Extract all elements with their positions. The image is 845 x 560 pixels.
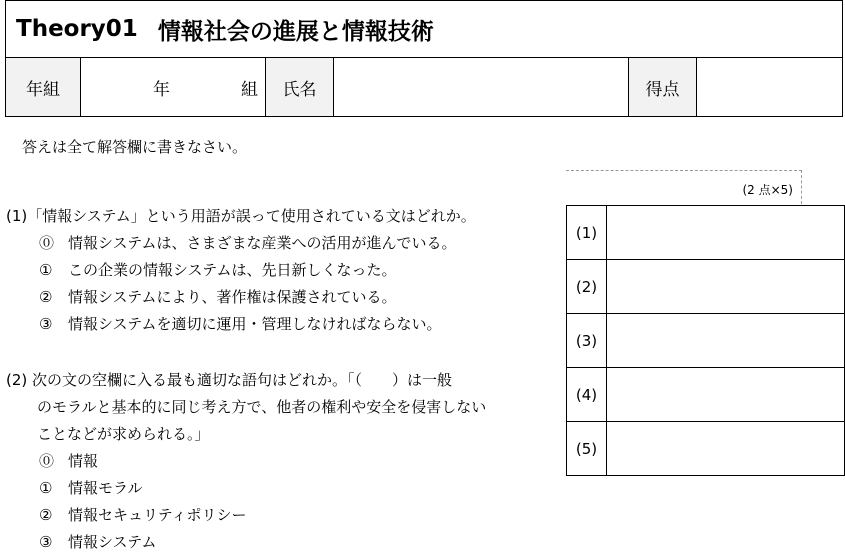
option-text: 情報セキュリティポリシー	[68, 506, 247, 524]
option-mark: ①	[39, 479, 53, 497]
question-2-stem	[6, 367, 546, 394]
answer-number: (5)	[567, 422, 607, 475]
option	[6, 475, 546, 502]
option-mark: ③	[39, 315, 53, 333]
option-mark: ①	[39, 261, 53, 279]
class-field[interactable]	[81, 58, 266, 116]
name-field[interactable]	[334, 58, 629, 116]
title-box	[5, 0, 843, 58]
points-text: (2 点×5)	[742, 183, 793, 197]
question-text-continued: のモラルと基本的に同じ考え方で、他者の権利や安全を侵害しない	[37, 398, 487, 416]
option-text: 情報システムは、さまざまな産業への活用が進んでいる。	[68, 234, 457, 252]
option-text: 情報	[68, 452, 99, 470]
option	[6, 284, 546, 311]
question-1	[6, 203, 546, 338]
name-label: 氏名	[266, 58, 334, 116]
answer-row	[567, 368, 844, 422]
option	[6, 448, 546, 475]
student-info-row	[5, 57, 843, 117]
option	[6, 230, 546, 257]
option-mark: ②	[39, 506, 53, 524]
option-text: 情報システム	[68, 533, 157, 551]
answer-row	[567, 260, 844, 314]
answer-cell[interactable]	[607, 260, 844, 313]
class-unit: 組	[241, 79, 258, 100]
option-text: 情報システムを適切に運用・管理しなければならない。	[68, 315, 442, 333]
question-text: 「情報システム」という用語が誤って使用されている文はどれか。	[27, 207, 476, 225]
answer-number: (2)	[567, 260, 607, 313]
option-mark: ③	[39, 533, 53, 551]
worksheet-title: 情報社会の進展と情報技術	[157, 18, 434, 45]
answer-row	[567, 422, 844, 475]
question-text-continued: ことなどが求められる。」	[37, 425, 210, 443]
option	[6, 529, 546, 556]
question-2	[6, 367, 546, 556]
answer-row	[567, 314, 844, 368]
answer-cell[interactable]	[607, 368, 844, 421]
option-mark: ②	[39, 288, 53, 306]
option-mark: ⓪	[39, 234, 55, 252]
question-1-stem	[6, 203, 546, 230]
class-label: 年組	[6, 58, 81, 116]
answer-number: (3)	[567, 314, 607, 367]
question-number: (2)	[6, 371, 28, 389]
answer-cell[interactable]	[607, 206, 844, 259]
option-text: 情報モラル	[68, 479, 143, 497]
instruction-text: 答えは全て解答欄に書きなさい。	[22, 138, 248, 156]
year-unit: 年	[153, 79, 170, 100]
option-text: この企業の情報システムは、先日新しくなった。	[68, 261, 397, 279]
worksheet-code: Theory01	[16, 16, 138, 42]
option	[6, 257, 546, 284]
option-mark: ⓪	[39, 452, 55, 470]
answer-number: (1)	[567, 206, 607, 259]
answer-row	[567, 206, 844, 260]
score-field[interactable]	[697, 58, 842, 116]
option	[6, 502, 546, 529]
option-text: 情報システムにより、著作権は保護されている。	[68, 288, 397, 306]
question-text: 次の文の空欄に入る最も適切な語句はどれか。「（ ）は一般	[32, 371, 453, 389]
answer-cell[interactable]	[607, 314, 844, 367]
score-label: 得点	[629, 58, 697, 116]
points-note	[566, 170, 802, 204]
option	[6, 311, 546, 338]
answer-cell[interactable]	[607, 422, 844, 475]
answer-table	[566, 205, 845, 476]
answer-number: (4)	[567, 368, 607, 421]
question-number: (1)	[6, 207, 28, 225]
